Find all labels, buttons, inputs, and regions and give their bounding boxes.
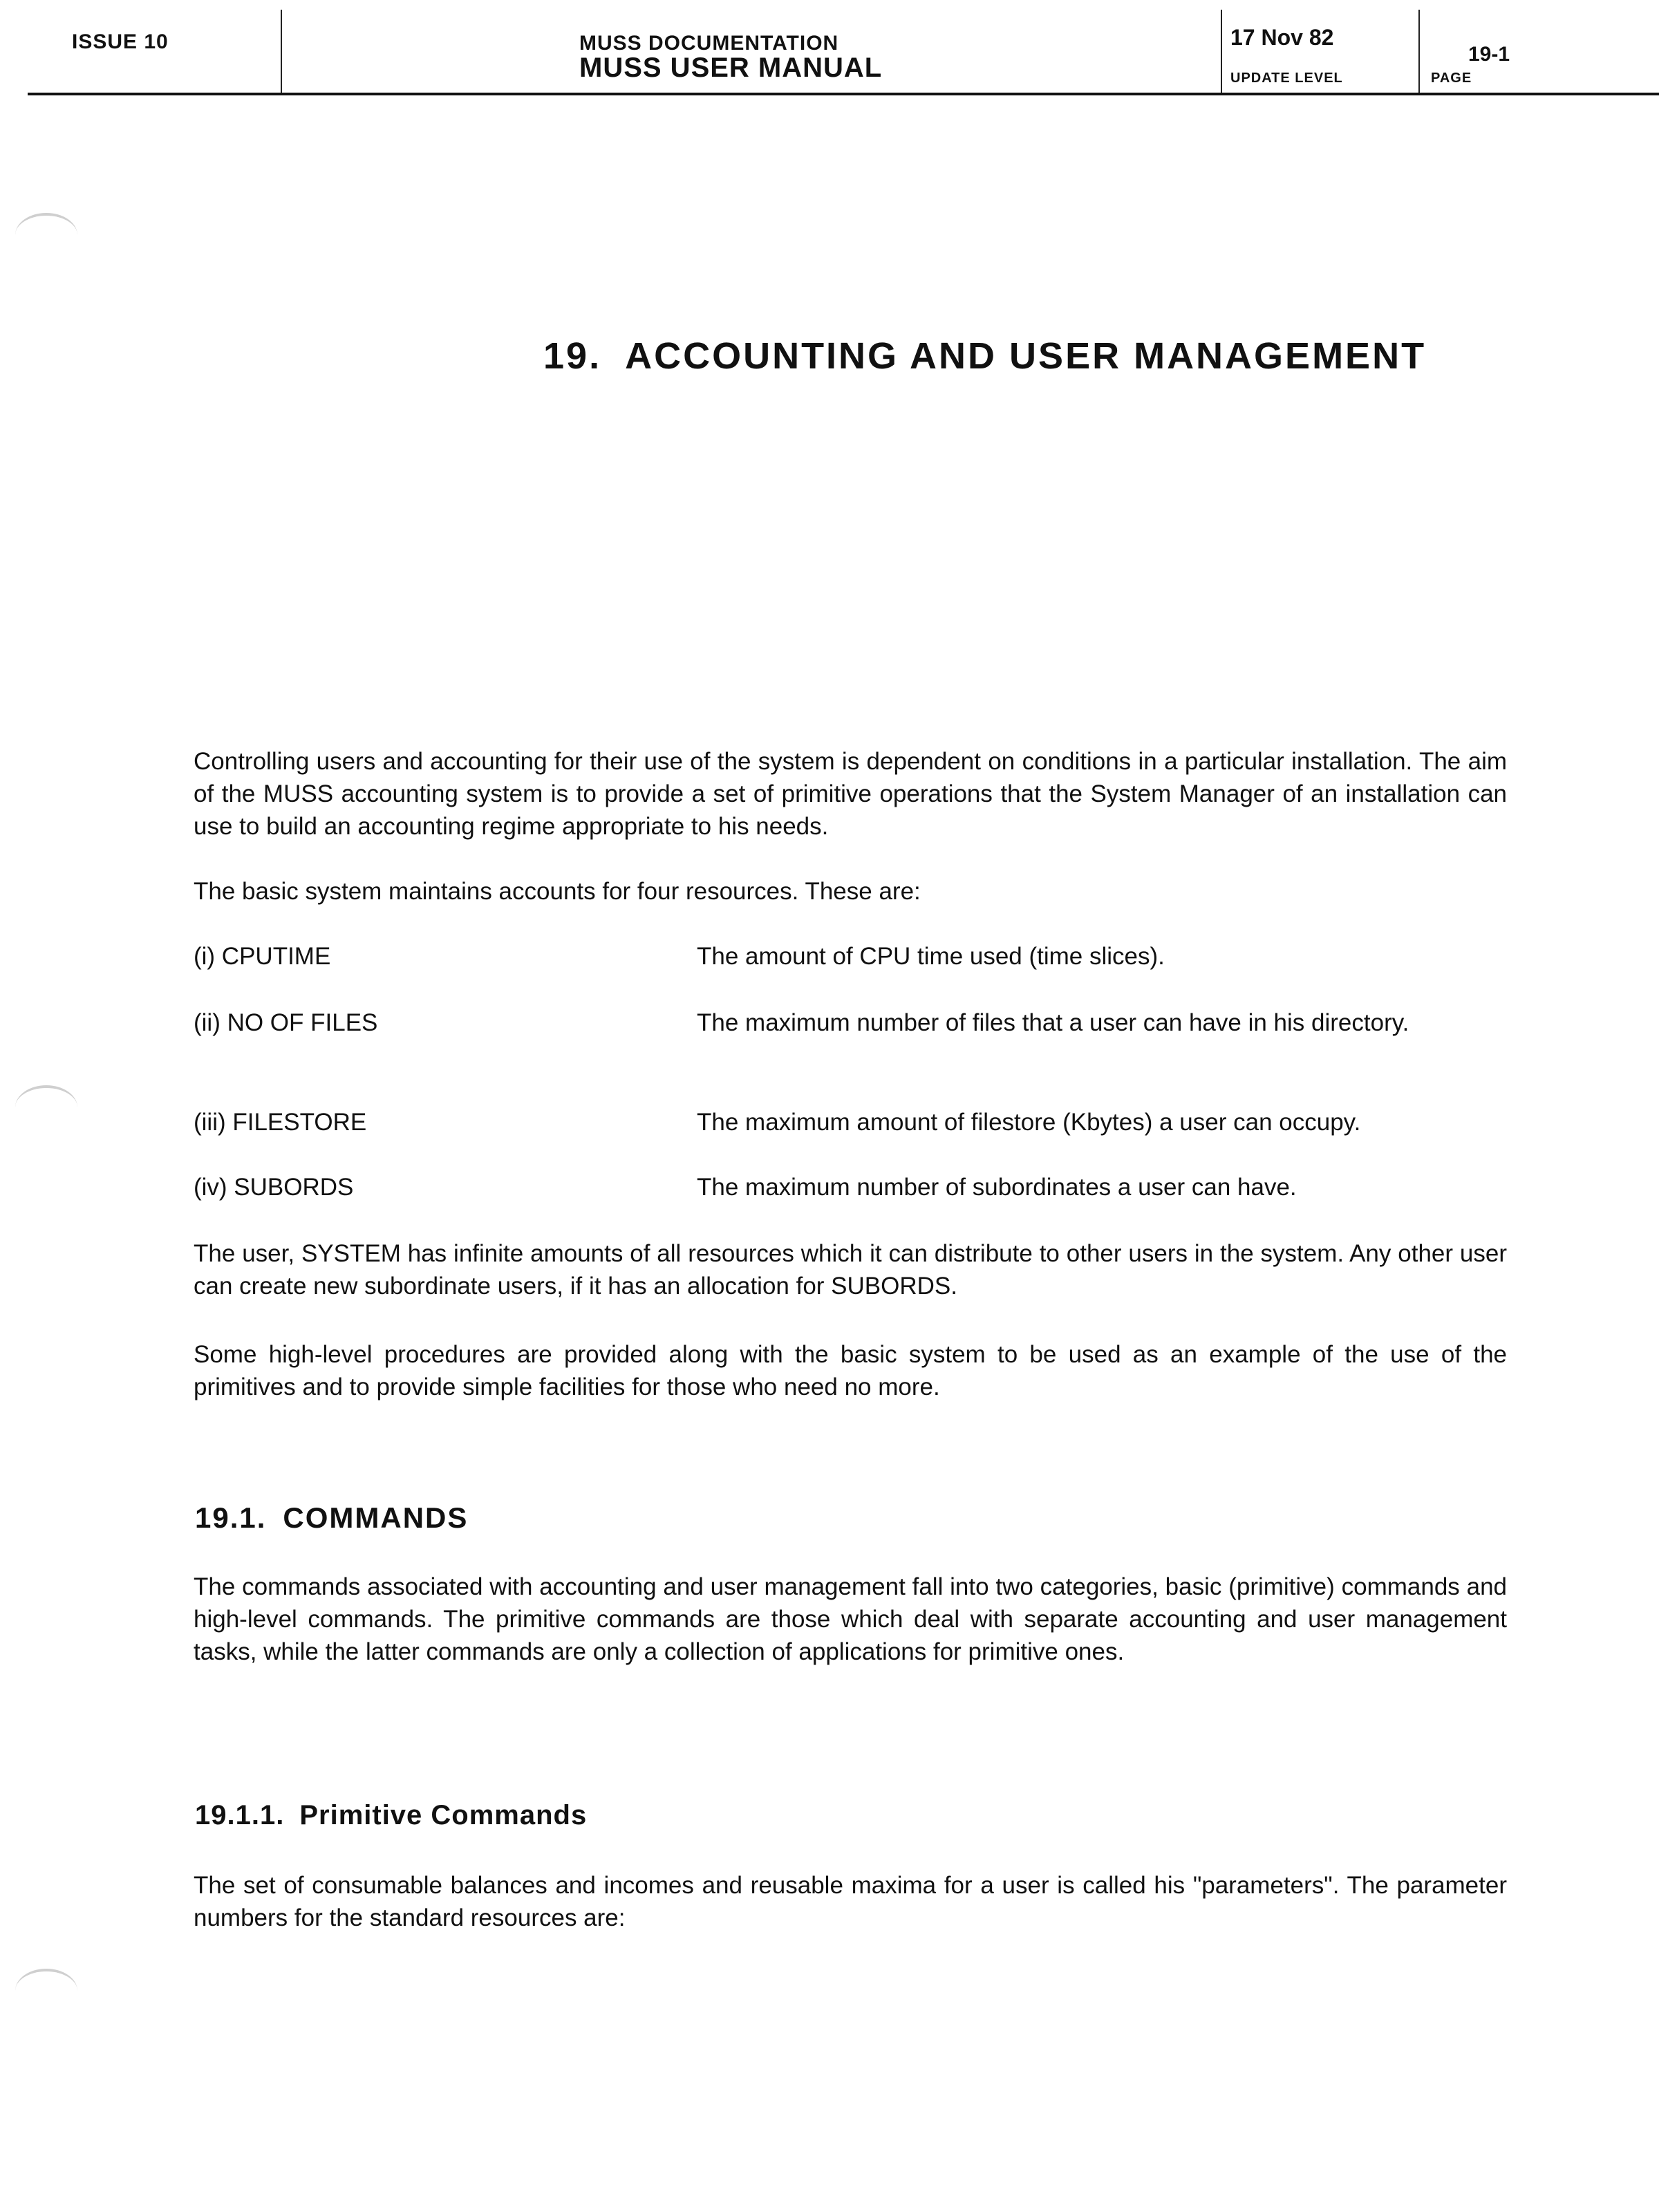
resource-term: (i) CPUTIME [194, 943, 331, 970]
section-title: COMMANDS [283, 1501, 469, 1534]
document-title [579, 33, 882, 82]
doc-title: MUSS USER MANUAL [579, 53, 883, 83]
intro-paragraph: Some high-level procedures are provided along with the basic system to be used as an example of the use of the primitives and to provide simple facilities for those who need no more. [194, 1341, 1507, 1400]
chapter-number: 19. [543, 335, 602, 377]
subsection-heading [195, 1800, 587, 1831]
resource-term: (iii) FILESTORE [194, 1109, 367, 1136]
intro-paragraph: Controlling users and accounting for their use of the system is dependent on conditions in a particular installation. The aim of the MUSS accounting system is to provide a set of primitive operations that the System Manager of an installation can use to build an accounting regime appropriate to his needs. [194, 748, 1507, 840]
subsection-title: Primitive Commands [299, 1800, 588, 1830]
resource-definition: The maximum amount of filestore (Kbytes) a user can occupy. [697, 1109, 1361, 1136]
resource-definition: The maximum number of files that a user can have in his directory. [697, 1009, 1409, 1036]
page-header [28, 0, 1659, 95]
page-label: PAGE [1431, 71, 1472, 86]
section-heading [195, 1501, 468, 1535]
header-divider [281, 10, 282, 94]
header-divider [1221, 10, 1222, 94]
doc-series: MUSS DOCUMENTATION [579, 32, 839, 55]
update-level-label: UPDATE LEVEL [1230, 71, 1343, 86]
resource-term: (ii) NO OF FILES [194, 1009, 378, 1036]
resource-term: (iv) SUBORDS [194, 1174, 354, 1201]
intro-paragraph: The user, SYSTEM has infinite amounts of all resources which it can distribute to other users in the system. Any other user can create new subordinate users, if it has an allocation for SUBORDS. [194, 1240, 1507, 1300]
punch-hole-mark [15, 1969, 77, 2013]
resource-definition: The amount of CPU time used (time slices). [697, 943, 1165, 970]
chapter-title: ACCOUNTING AND USER MANAGEMENT [625, 335, 1427, 377]
update-date: 17 Nov 82 [1230, 25, 1334, 50]
section-number: 19.1. [195, 1501, 267, 1534]
header-divider [1418, 10, 1420, 94]
subsection-paragraph: The set of consumable balances and incomes and reusable maxima for a user is called his "parameters". The parameter numbers for the standard resources are: [194, 1872, 1507, 1931]
header-rule [28, 93, 1659, 95]
section-paragraph: The commands associated with accounting and user management fall into two categories, basic (primitive) commands and high-level commands. The primitive commands are those which deal with separate accounting and user management tasks, while the latter commands are only a collection of applications for primitive ones. [194, 1573, 1507, 1665]
subsection-number: 19.1.1. [195, 1800, 285, 1830]
intro-paragraph: The basic system maintains accounts for four resources. These are: [194, 878, 921, 905]
punch-hole-mark [15, 1085, 77, 1130]
resource-definition: The maximum number of subordinates a user can have. [697, 1174, 1297, 1201]
chapter-heading [543, 335, 1426, 377]
punch-hole-mark [15, 213, 77, 257]
issue-label: ISSUE 10 [72, 30, 169, 53]
page-number: 19-1 [1468, 43, 1510, 66]
